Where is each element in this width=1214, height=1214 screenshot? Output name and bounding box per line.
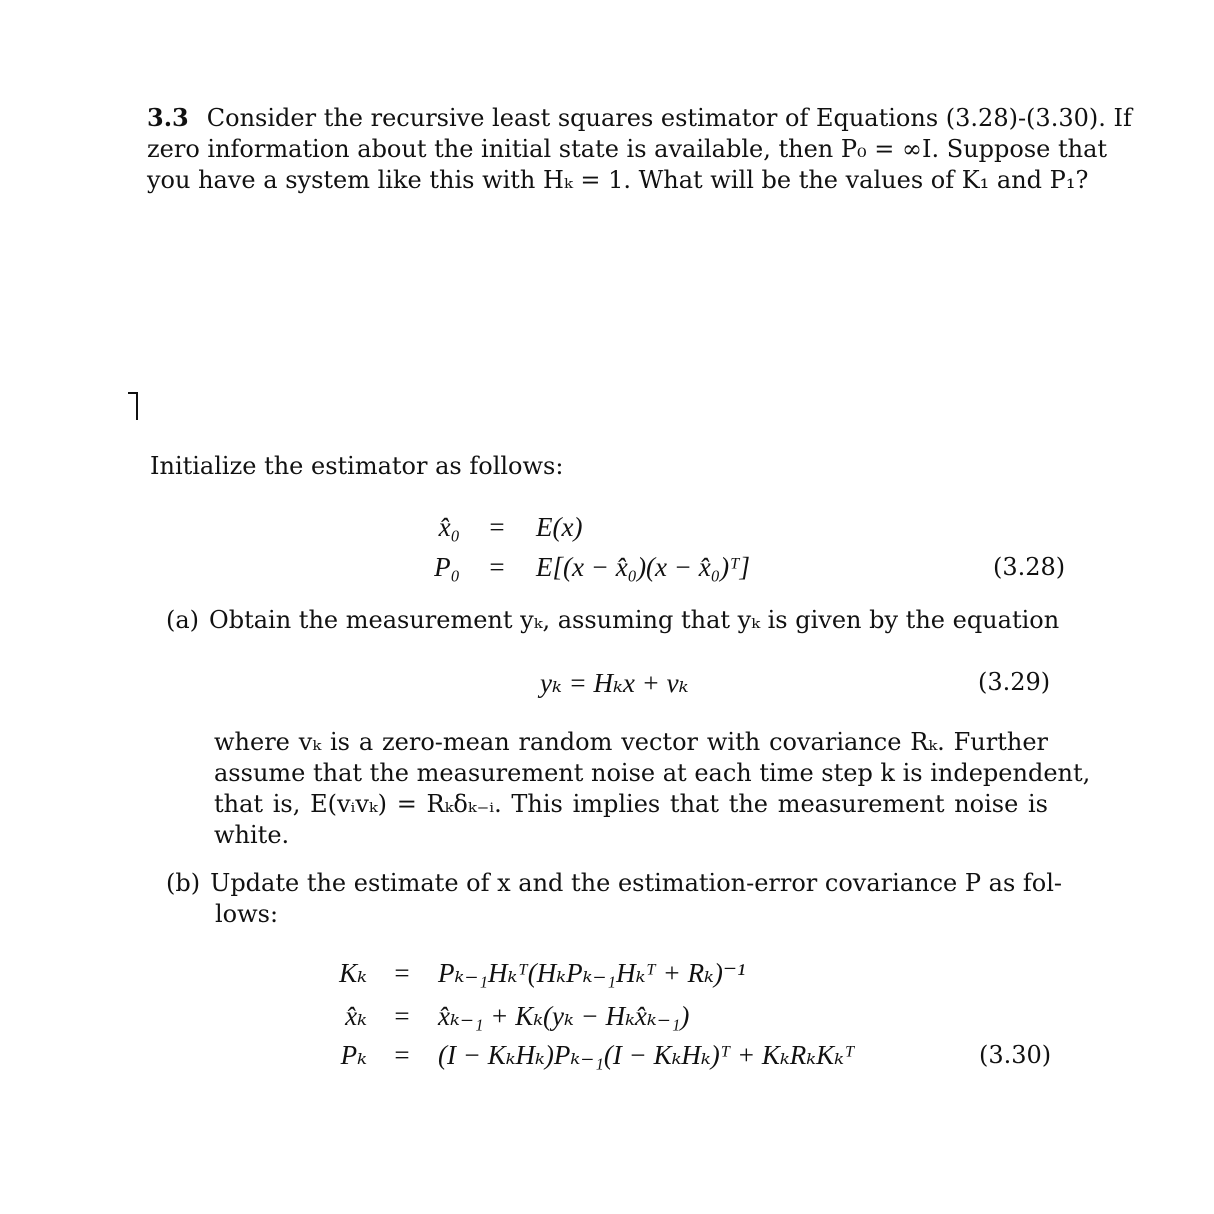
eq-3-30-row-2-lhs: x̂ₖ — [345, 1001, 367, 1031]
problem-statement — [147, 102, 1132, 196]
eq-3-30-row-1-rhs: Pₖ₋₁Hₖᵀ(HₖPₖ₋₁Hₖᵀ + Rₖ)⁻¹ — [438, 958, 746, 988]
part-b — [166, 868, 1062, 930]
eq-3-28-number: (3.28) — [993, 553, 1066, 581]
eq-3-30-row-1-lhs: Kₖ — [339, 958, 367, 988]
eq-3-28-row-1-lhs: x̂₀ — [438, 512, 460, 542]
eq-3-30-row-3-rel: = — [394, 1040, 410, 1070]
eq-3-30-row-3-lhs: Pₖ — [340, 1040, 367, 1070]
problem-line-1: 3.3 Consider the recursive least squares estimator of Equations (3.28)-(3.30). If — [147, 103, 1132, 132]
paragraph-line-1: where vₖ is a zero-mean random vector with covariance Rₖ. Further — [214, 728, 1048, 756]
problem-line-2: zero information about the initial state is available, then P₀ = ∞I. Suppose that — [147, 135, 1108, 163]
part-a-text: Obtain the measurement yₖ, assuming that yₖ is given by the equation — [209, 606, 1060, 634]
eq-3-28-row-1-rel: = — [489, 512, 505, 542]
part-b-line-2: lows: — [215, 900, 279, 928]
noise-assumption-paragraph — [214, 727, 1091, 851]
problem-number: 3.3 — [147, 103, 189, 132]
part-a-label: (a) — [166, 606, 200, 634]
eq-3-28-row-1-rhs: E(x) — [536, 512, 583, 542]
eq-3-30-row-1-rel: = — [394, 958, 410, 988]
part-b-label: (b) — [166, 869, 201, 897]
eq-3-28-row-2-lhs: P₀ — [434, 552, 460, 582]
eq-3-28-row-2-rel: = — [489, 552, 505, 582]
problem-line-3: you have a system like this with Hₖ = 1. What will be the values of K₁ and P₁? — [147, 166, 1089, 194]
eq-3-30-row-2-rhs: x̂ₖ₋₁ + Kₖ(yₖ − Hₖx̂ₖ₋₁) — [438, 1001, 690, 1031]
part-a — [166, 605, 1059, 636]
paragraph-line-2: assume that the measurement noise at each time step k is independent, — [214, 759, 1091, 787]
paragraph-line-4: white. — [214, 821, 290, 849]
init-heading: Initialize the estimator as follows: — [150, 452, 564, 480]
eq-3-29-expr: yₖ = Hₖx + vₖ — [540, 668, 689, 698]
margin-bracket-mark — [128, 392, 138, 420]
part-b-line-1: (b) Update the estimate of x and the estimation-error covariance P as fol- — [166, 869, 1062, 897]
eq-3-29-number: (3.29) — [978, 668, 1051, 696]
eq-3-30-row-2-rel: = — [394, 1001, 410, 1031]
eq-3-30-number: (3.30) — [979, 1041, 1052, 1069]
eq-3-30-row-3-rhs: (I − KₖHₖ)Pₖ₋₁(I − KₖHₖ)ᵀ + KₖRₖKₖᵀ — [438, 1040, 855, 1070]
eq-3-28-row-2-rhs: E[(x − x̂₀)(x − x̂₀)ᵀ] — [536, 552, 751, 582]
paragraph-line-3: that is, E(vᵢvₖ) = Rₖδₖ₋ᵢ. This implies that the measurement noise is — [214, 790, 1048, 818]
